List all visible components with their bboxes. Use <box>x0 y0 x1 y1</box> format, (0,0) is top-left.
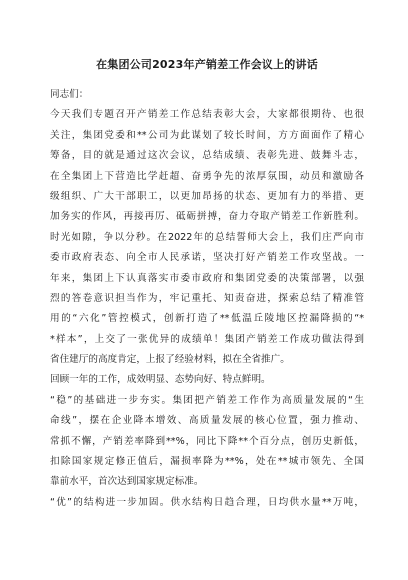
paragraph-line: 时光如隙，争以分秒。在2022年的总结誓师大会上，我们庄严向市 <box>50 231 364 243</box>
paragraph-line: *样本”，上交了一张优异的成绩单！集团产销差工作成功做法得到 <box>50 333 364 345</box>
paragraph-line: 今天我们专题召开产销差工作总结表彰大会，大家都很期待、也很 <box>50 109 364 121</box>
paragraph-line: 靠前水平，首次达到国家规定标准。 <box>50 476 204 488</box>
paragraph-line: “稳”的基础进一步夯实。集团把产销差工作作为高质量发展的“生 <box>50 394 364 406</box>
paragraph-line: 加务实的作风，再接再厉、砥砺拼搏，奋力夺取产销差工作新胜利。 <box>50 211 364 223</box>
paragraph-line: 委市政府表态、向全市人民承诺，坚决打好产销差工作攻坚战。一 <box>50 252 364 264</box>
paragraph-line: 命线”，摆在企业降本增效、高质量发展的核心位置，强力推动、 <box>50 415 364 427</box>
paragraph-line: 在全集团上下营造比学赶超、奋勇争先的浓厚氛围，动员和激励各 <box>50 170 364 182</box>
document-title: 在集团公司2023年产销差工作会议上的讲话 <box>96 58 318 71</box>
paragraph-line: 扣除国家规定修正值后，漏损率降为**%，处在**城市领先、全国 <box>50 456 364 468</box>
paragraph-line: 烈的答卷意识担当作为，牢记重托、知责奋进，探索总结了精准管 <box>50 292 364 304</box>
paragraph-line: 筹备，目的就是通过这次会议，总结成绩、表彰先进、鼓舞斗志， <box>50 150 364 162</box>
paragraph-line: 回顾一年的工作，成效明显、态势向好、特点鲜明。 <box>50 374 271 386</box>
paragraph-line: 级组织、广大干部职工，以更加昂扬的状态、更加有力的举措、更 <box>50 190 364 202</box>
paragraph-line: “优”的结构进一步加固。供水结构日趋合理，日均供水量**万吨， <box>50 496 364 508</box>
paragraph-line: 同志们： <box>50 89 89 100</box>
document-body <box>50 85 364 513</box>
paragraph-line: 省住建厅的高度肯定，上报了经验材料，拟在全省推广。 <box>50 354 290 366</box>
paragraph-line: 用的“六化”管控模式，创新打造了**低温丘陵地区控漏降损的“* <box>50 313 364 325</box>
paragraph-line: 关注，集团党委和**公司为此谋划了较长时间，方方面面作了精心 <box>50 129 364 141</box>
paragraph-line: 常抓不懈，产销差率降到**%，同比下降**个百分点，创历史新低， <box>50 435 364 447</box>
paragraph-line: 年来，集团上下认真落实市委市政府和集团党委的决策部署，以强 <box>50 272 364 284</box>
